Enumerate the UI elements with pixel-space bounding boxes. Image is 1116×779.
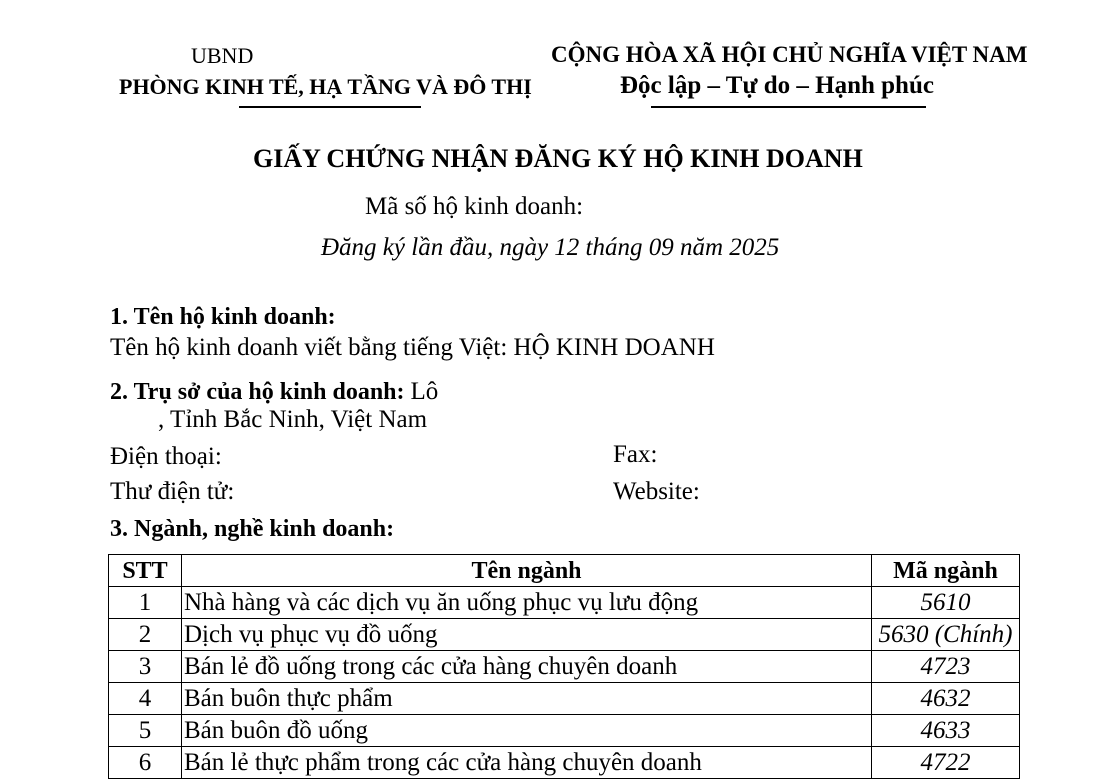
- national-title: CỘNG HÒA XÃ HỘI CHỦ NGHĨA VIỆT NAM: [551, 42, 1028, 67]
- business-code-label: Mã số hộ kinh doanh:: [365, 193, 584, 220]
- row-name: Bán buôn đồ uống: [182, 715, 872, 747]
- row-stt: 2: [109, 619, 182, 651]
- address-line-1: Lô: [410, 378, 439, 405]
- row-code: 4723: [872, 651, 1020, 683]
- table-header-row: [109, 555, 1020, 587]
- address-line-2: , Tỉnh Bắc Ninh, Việt Nam: [158, 406, 428, 433]
- section-2-heading: 2. Trụ sở của hộ kinh doanh:: [110, 379, 405, 405]
- row-code: 4632: [872, 683, 1020, 715]
- row-stt: 1: [109, 587, 182, 619]
- registration-date: Đăng ký lần đầu, ngày 12 tháng 09 năm 2025: [321, 234, 780, 261]
- row-name: Nhà hàng và các dịch vụ ăn uống phục vụ lưu động: [182, 587, 872, 619]
- email-label: Thư điện tử:: [110, 478, 235, 505]
- section-2-line: [110, 378, 438, 406]
- table-row: [109, 619, 1020, 651]
- row-name: Bán lẻ đồ uống trong các cửa hàng chuyên doanh: [182, 651, 872, 683]
- table-row: [109, 651, 1020, 683]
- business-name-label: Tên hộ kinh doanh viết bằng tiếng Việt:: [110, 334, 508, 361]
- column-header-stt: STT: [109, 555, 182, 587]
- document-title: GIẤY CHỨNG NHẬN ĐĂNG KÝ HỘ KINH DOANH: [253, 144, 863, 173]
- row-code: 4633: [872, 715, 1020, 747]
- fax-label: Fax:: [613, 441, 658, 468]
- row-stt: 3: [109, 651, 182, 683]
- section-3-heading: 3. Ngành, nghề kinh doanh:: [110, 516, 395, 542]
- row-name: Bán lẻ thực phẩm trong các cửa hàng chuyên doanh: [182, 747, 872, 779]
- table-row: [109, 747, 1020, 779]
- row-name: Bán buôn thực phẩm: [182, 683, 872, 715]
- row-stt: 4: [109, 683, 182, 715]
- header-left-divider: [239, 106, 421, 108]
- business-lines-table: [108, 554, 1020, 779]
- table-row: [109, 683, 1020, 715]
- table-row: [109, 587, 1020, 619]
- national-motto: Độc lập – Tự do – Hạnh phúc: [620, 72, 934, 99]
- issuing-authority-ubnd: UBND: [191, 43, 254, 68]
- column-header-name: Tên ngành: [182, 555, 872, 587]
- business-name-value: HỘ KINH DOANH: [513, 334, 715, 361]
- row-code: 4722: [872, 747, 1020, 779]
- website-label: Website:: [613, 478, 700, 505]
- section-1-heading: 1. Tên hộ kinh doanh:: [110, 304, 336, 330]
- row-stt: 6: [109, 747, 182, 779]
- row-name: Dịch vụ phục vụ đồ uống: [182, 619, 872, 651]
- row-code: 5610: [872, 587, 1020, 619]
- issuing-department: PHÒNG KINH TẾ, HẠ TẦNG VÀ ĐÔ THỊ: [119, 74, 532, 99]
- table-row: [109, 715, 1020, 747]
- business-name-line: [110, 334, 715, 362]
- header-right-divider: [651, 106, 926, 108]
- row-code: 5630 (Chính): [872, 619, 1020, 651]
- row-stt: 5: [109, 715, 182, 747]
- phone-label: Điện thoại:: [110, 443, 222, 470]
- column-header-code: Mã ngành: [872, 555, 1020, 587]
